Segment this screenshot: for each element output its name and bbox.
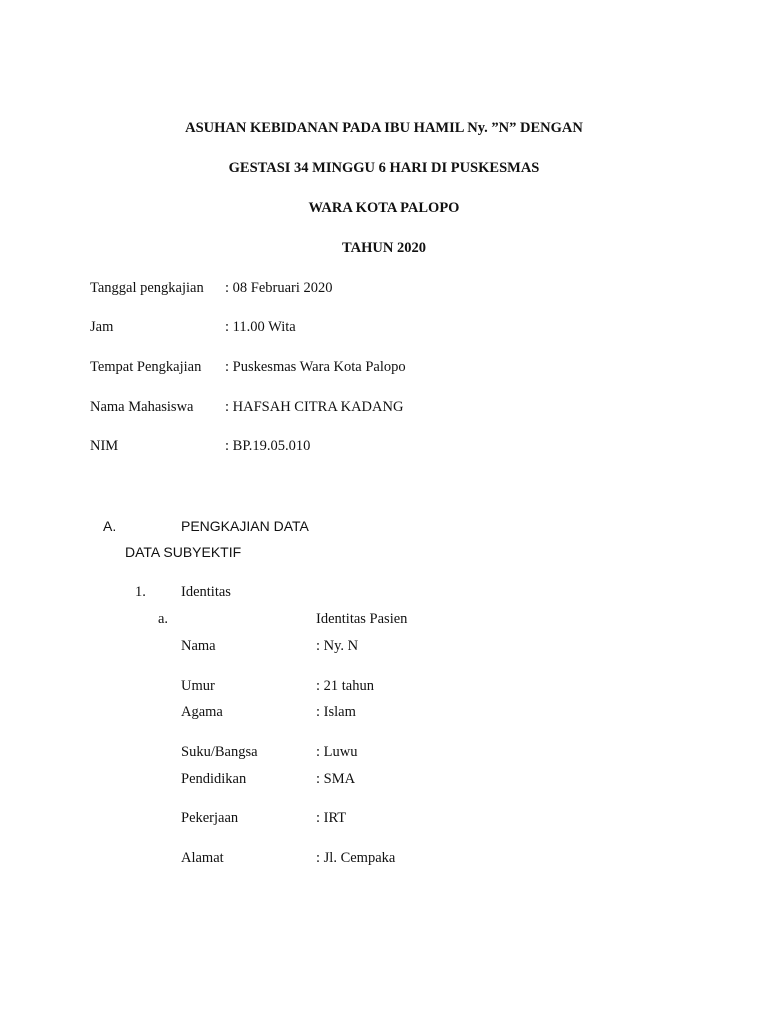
title-line-3: WARA KOTA PALOPO: [308, 200, 460, 216]
patient-label-suku: Suku/Bangsa: [181, 744, 258, 760]
patient-value-umur: : 21 tahun: [316, 678, 374, 694]
patient-value-nama: : Ny. N: [316, 638, 359, 654]
patient-value-suku: : Luwu: [316, 744, 358, 760]
patient-label-agama: Agama: [181, 704, 223, 720]
title-line-4: TAHUN 2020: [342, 240, 426, 256]
info-label-nim: NIM: [90, 438, 119, 454]
info-value-nim: : BP.19.05.010: [225, 438, 311, 454]
info-value-mahasiswa: : HAFSAH CITRA KADANG: [225, 399, 404, 415]
section-marker: A.: [103, 518, 117, 534]
info-value-tempat: : Puskesmas Wara Kota Palopo: [225, 359, 406, 375]
info-label-mahasiswa: Nama Mahasiswa: [90, 399, 194, 415]
section-subtitle: DATA SUBYEKTIF: [125, 544, 242, 560]
info-value-tanggal: : 08 Februari 2020: [225, 280, 333, 296]
patient-value-pekerjaan: : IRT: [316, 810, 347, 826]
patient-label-nama: Nama: [181, 638, 216, 654]
info-label-jam: Jam: [90, 319, 114, 335]
patient-value-pendidikan: : SMA: [316, 771, 356, 787]
patient-value-alamat: : Jl. Cempaka: [316, 850, 396, 866]
info-label-tempat: Tempat Pengkajian: [90, 359, 202, 375]
title-line-2: GESTASI 34 MINGGU 6 HARI DI PUSKESMAS: [228, 160, 540, 176]
patient-value-agama: : Islam: [316, 704, 356, 720]
patient-label-umur: Umur: [181, 678, 215, 694]
subitem-title: Identitas Pasien: [316, 611, 408, 627]
patient-label-pekerjaan: Pekerjaan: [181, 810, 239, 826]
section-title: PENGKAJIAN DATA: [181, 518, 309, 534]
patient-label-pendidikan: Pendidikan: [181, 771, 247, 787]
patient-label-alamat: Alamat: [181, 850, 224, 866]
item-marker: 1.: [135, 584, 146, 600]
info-label-tanggal: Tanggal pengkajian: [90, 280, 204, 296]
item-title: Identitas: [181, 584, 231, 600]
info-value-jam: : 11.00 Wita: [225, 319, 296, 335]
subitem-marker: a.: [158, 611, 169, 627]
title-line-1: ASUHAN KEBIDANAN PADA IBU HAMIL Ny. ”N” DENGAN: [185, 120, 583, 136]
